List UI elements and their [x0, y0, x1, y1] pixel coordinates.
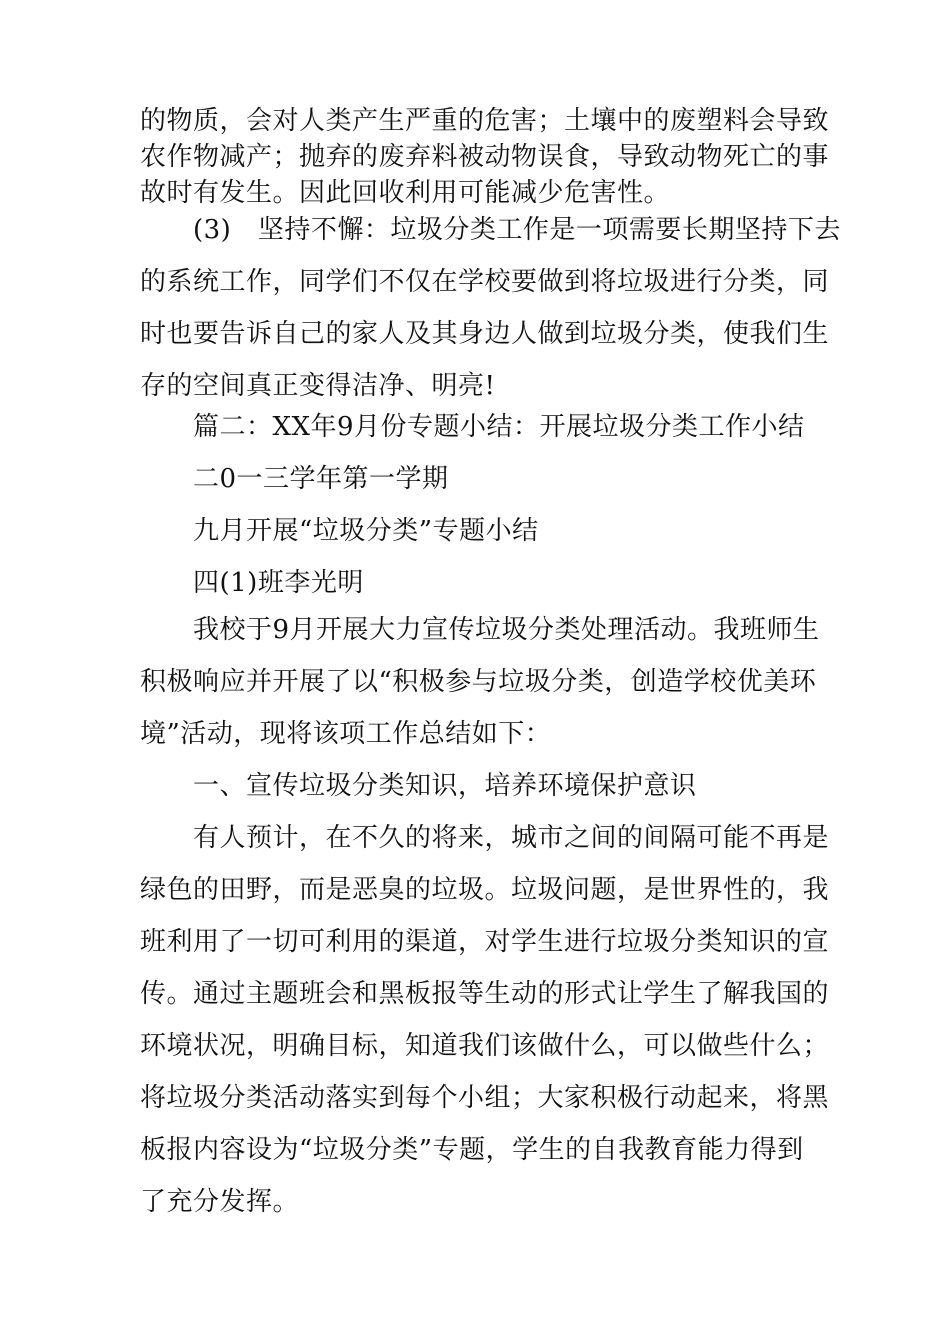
text-line: 将垃圾分类活动落实到每个小组；大家积极行动起来，将黑: [140, 1083, 830, 1113]
text-line: 的物质，会对人类产生严重的危害；土壤中的废塑料会导致: [140, 106, 830, 136]
text-line: 积极响应并开展了以“积极参与垃圾分类，创造学校优美环: [140, 667, 817, 697]
paragraph-propaganda: [140, 812, 830, 1228]
text-line: 了充分发挥。: [140, 1187, 300, 1217]
text-line: 四(1)班李光明: [140, 568, 364, 598]
term-line: [140, 453, 830, 505]
paragraph-persistence: [140, 204, 841, 412]
text-line: (3) 坚持不懈：垃圾分类工作是一项需要长期坚持下去: [140, 215, 841, 245]
text-line: 时也要告诉自己的家人及其身边人做到垃圾分类，使我们生: [140, 319, 830, 349]
text-line: 农作物减产；抛弃的废弃料被动物误食，导致动物死亡的事: [140, 142, 830, 172]
text-line: 有人预计，在不久的将来，城市之间的间隔可能不再是: [140, 823, 830, 853]
text-line: 我校于9月开展大力宣传垃圾分类处理活动。我班师生: [140, 615, 820, 645]
text-line: 环境状况，明确目标，知道我们该做什么，可以做些什么；: [140, 1031, 830, 1061]
subsection-heading: [140, 760, 830, 812]
section-heading: [140, 401, 830, 453]
text-line: 传。通过主题班会和黑板报等生动的形式让学生了解我国的: [140, 979, 830, 1009]
text-line: 一、宣传垃圾分类知识，培养环境保护意识: [140, 771, 697, 801]
text-line: 存的空间真正变得洁净、明亮!: [140, 371, 496, 401]
text-line: 的系统工作，同学们不仅在学校要做到将垃圾进行分类，同: [140, 267, 830, 297]
text-line: 板报内容设为“垃圾分类”专题，学生的自我教育能力得到: [140, 1135, 804, 1165]
paragraph-hazard-continuation: [140, 103, 830, 211]
text-line: 境”活动，现将该项工作总结如下：: [140, 719, 552, 749]
paragraph-intro: [140, 604, 830, 760]
text-line: 篇二：XX年9月份专题小结：开展垃圾分类工作小结: [140, 412, 805, 442]
summary-title: [140, 505, 830, 557]
text-line: 九月开展“垃圾分类”专题小结: [140, 516, 539, 546]
text-line: 班利用了一切可利用的渠道，对学生进行垃圾分类知识的宣: [140, 927, 830, 957]
text-line: 绿色的田野，而是恶臭的垃圾。垃圾问题，是世界性的，我: [140, 875, 830, 905]
author-line: [140, 557, 830, 609]
text-line: 二0一三学年第一学期: [140, 464, 449, 494]
text-line: 故时有发生。因此回收利用可能减少危害性。: [140, 178, 671, 208]
